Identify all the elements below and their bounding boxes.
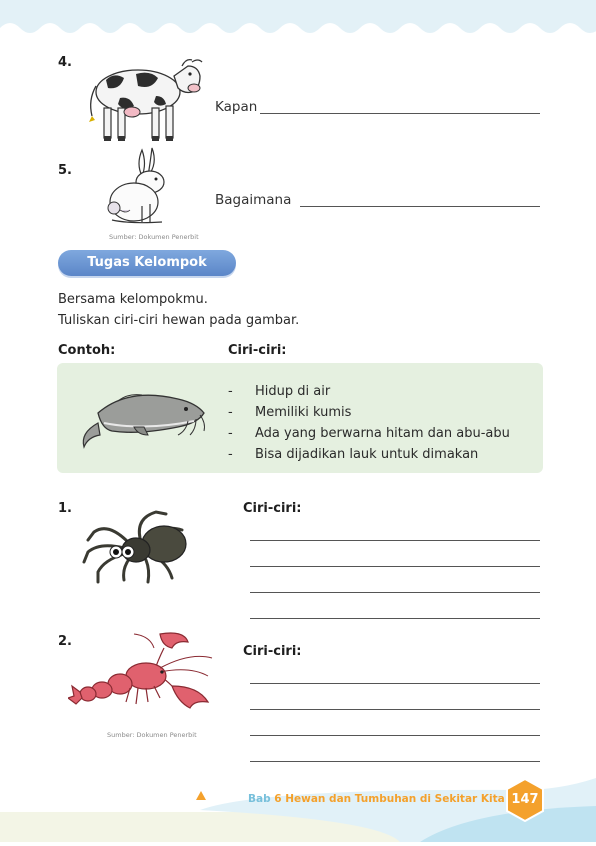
exercise-2-line-4[interactable] xyxy=(250,761,540,762)
exercise-2-traits-header: Ciri-ciri: xyxy=(243,644,302,659)
page-number: 147 xyxy=(511,792,539,807)
rabbit-illustration xyxy=(104,146,174,226)
answer-line-4[interactable] xyxy=(260,113,540,114)
trait-text: Bisa dijadikan lauk untuk dimakan xyxy=(255,447,479,462)
task-badge: Tugas Kelompok xyxy=(58,250,236,276)
footer-bab-number: 6 xyxy=(274,793,282,805)
catfish-illustration xyxy=(78,383,213,451)
footer-chapter-title xyxy=(248,793,505,805)
exercise-1-line-1[interactable] xyxy=(250,540,540,541)
example-traits-list xyxy=(228,381,510,465)
footer-bab: Bab xyxy=(248,793,271,805)
intro-line-2: Tuliskan ciri-ciri hewan pada gambar. xyxy=(58,313,300,328)
example-traits-header: Ciri-ciri: xyxy=(228,343,287,358)
exercise-1-line-4[interactable] xyxy=(250,618,540,619)
question-5-label: Bagaimana xyxy=(215,192,292,208)
question-4-number: 4. xyxy=(58,55,72,70)
exercise-1-traits-header: Ciri-ciri: xyxy=(243,501,302,516)
exercise-2-line-1[interactable] xyxy=(250,683,540,684)
source-caption-bottom: Sumber: Dokumen Penerbit xyxy=(107,731,197,739)
spider-illustration xyxy=(78,508,196,586)
trait-item: - Memiliki kumis xyxy=(228,405,352,420)
footer-chapter: Hewan dan Tumbuhan di Sekitar Kita xyxy=(285,793,505,805)
question-5-number: 5. xyxy=(58,163,72,178)
exercise-1-number: 1. xyxy=(58,501,72,516)
example-label: Contoh: xyxy=(58,343,116,358)
question-4-label: Kapan xyxy=(215,99,258,115)
exercise-1-line-3[interactable] xyxy=(250,592,540,593)
exercise-2-number: 2. xyxy=(58,634,72,649)
intro-line-1: Bersama kelompokmu. xyxy=(58,292,208,307)
exercise-2-line-2[interactable] xyxy=(250,709,540,710)
top-decorative-band xyxy=(0,0,596,34)
source-caption-top: Sumber: Dokumen Penerbit xyxy=(109,233,199,241)
trait-text: Memiliki kumis xyxy=(255,405,352,420)
trait-text: Hidup di air xyxy=(255,384,331,399)
trait-text: Ada yang berwarna hitam dan abu-abu xyxy=(255,426,510,441)
exercise-2-line-3[interactable] xyxy=(250,735,540,736)
trait-item: - Ada yang berwarna hitam dan abu-abu xyxy=(228,426,510,441)
trait-item: - Bisa dijadikan lauk untuk dimakan xyxy=(228,447,479,462)
answer-line-5[interactable] xyxy=(300,206,540,207)
exercise-1-line-2[interactable] xyxy=(250,566,540,567)
cow-illustration xyxy=(86,52,208,144)
trait-item: - Hidup di air xyxy=(228,384,331,399)
lobster-illustration xyxy=(68,628,216,720)
